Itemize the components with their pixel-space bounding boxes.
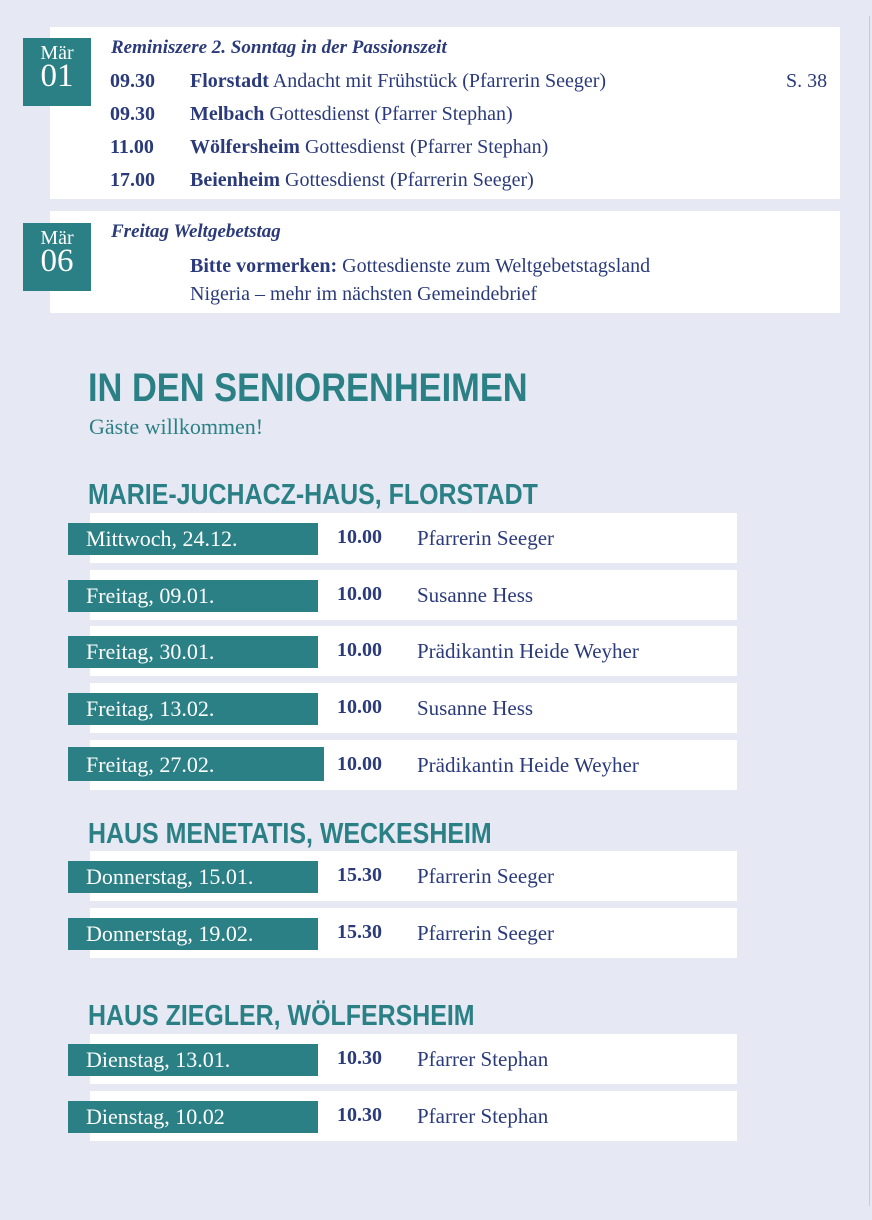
row-person: Pfarrer Stephan xyxy=(417,1047,549,1071)
schedule-row xyxy=(0,626,872,676)
home-title: HAUS ZIEGLER, WÖLFERSHEIM xyxy=(88,1000,475,1032)
row-person: Susanne Hess xyxy=(417,696,534,720)
row-date-label: Dienstag, 13.01. xyxy=(68,1044,318,1076)
schedule-row xyxy=(0,1034,872,1084)
home-title: HAUS MENETATIS, WECKESHEIM xyxy=(88,818,492,850)
service-text: Gottesdienst (Pfarrer Stephan) xyxy=(269,103,513,125)
event-note xyxy=(190,252,790,308)
home-title: MARIE-JUCHACZ-HAUS, FLORSTADT xyxy=(88,479,538,511)
date-badge-day: 06 xyxy=(40,243,74,279)
note-label: Bitte vormerken: xyxy=(190,255,338,277)
row-date-label: Dienstag, 10.02 xyxy=(68,1101,318,1133)
schedule-row xyxy=(0,513,872,563)
row-person: Susanne Hess xyxy=(417,583,534,607)
service-text: Andacht mit Frühstück (Pfarrerin Seeger) xyxy=(272,70,607,92)
row-person: Pfarrer Stephan xyxy=(417,1104,549,1128)
row-time: 10.00 xyxy=(337,583,382,605)
row-time: 10.00 xyxy=(337,526,382,548)
row-date-label: Donnerstag, 19.02. xyxy=(68,918,318,950)
service-description xyxy=(190,70,606,93)
schedule-row xyxy=(0,851,872,901)
date-badge-day: 01 xyxy=(40,58,74,94)
service-place: Wölfersheim xyxy=(190,136,300,158)
row-time: 15.30 xyxy=(337,921,382,943)
service-time: 09.30 xyxy=(110,103,155,125)
row-time: 10.00 xyxy=(337,696,382,718)
schedule-row xyxy=(0,1091,872,1141)
service-time: 09.30 xyxy=(110,70,155,92)
schedule-row xyxy=(0,570,872,620)
row-time: 10.00 xyxy=(337,753,382,775)
service-text: Gottesdienst (Pfarrerin Seeger) xyxy=(285,169,534,191)
event-title: Freitag Weltgebetstag xyxy=(111,221,281,242)
date-badge-month: Mär xyxy=(40,227,74,249)
service-description xyxy=(190,103,513,126)
schedule-row xyxy=(0,683,872,733)
row-date-label: Freitag, 09.01. xyxy=(68,580,318,612)
service-place: Beienheim xyxy=(190,169,280,191)
service-time: 11.00 xyxy=(110,136,154,158)
service-description xyxy=(190,136,548,159)
row-time: 10.30 xyxy=(337,1104,382,1126)
row-time: 10.30 xyxy=(337,1047,382,1069)
service-description xyxy=(190,169,534,192)
service-time: 17.00 xyxy=(110,169,155,191)
note-line-2: Nigeria – mehr im nächsten Gemeindebrief xyxy=(190,283,538,305)
row-person: Prädikantin Heide Weyher xyxy=(417,753,639,777)
service-text: Gottesdienst (Pfarrer Stephan) xyxy=(304,136,549,158)
schedule-row xyxy=(0,740,872,790)
row-date-label: Freitag, 27.02. xyxy=(68,747,324,781)
row-person: Pfarrerin Seeger xyxy=(417,864,555,888)
row-date-label: Mittwoch, 24.12. xyxy=(68,523,318,555)
row-date-label: Freitag, 30.01. xyxy=(68,636,318,668)
note-line-1: Gottesdienste zum Weltgebetstagsland xyxy=(342,255,651,277)
row-date-label: Donnerstag, 15.01. xyxy=(68,861,318,893)
section-subtitle: Gäste willkommen! xyxy=(89,414,264,439)
page-reference: S. 38 xyxy=(786,70,828,92)
schedule-row xyxy=(0,908,872,958)
row-person: Pfarrerin Seeger xyxy=(417,921,555,945)
date-badge-month: Mär xyxy=(40,42,74,64)
row-person: Prädikantin Heide Weyher xyxy=(417,639,639,663)
row-time: 10.00 xyxy=(337,639,382,661)
date-badge-mar-01 xyxy=(23,38,91,106)
row-person: Pfarrerin Seeger xyxy=(417,526,555,550)
service-place: Florstadt xyxy=(190,70,269,92)
event-title: Reminiszere 2. Sonntag in der Passionszeit xyxy=(111,37,447,58)
row-time: 15.30 xyxy=(337,864,382,886)
date-badge-mar-06 xyxy=(23,223,91,291)
section-title: IN DEN SENIORENHEIMEN xyxy=(88,366,528,410)
service-place: Melbach xyxy=(190,103,265,125)
row-date-label: Freitag, 13.02. xyxy=(68,693,318,725)
